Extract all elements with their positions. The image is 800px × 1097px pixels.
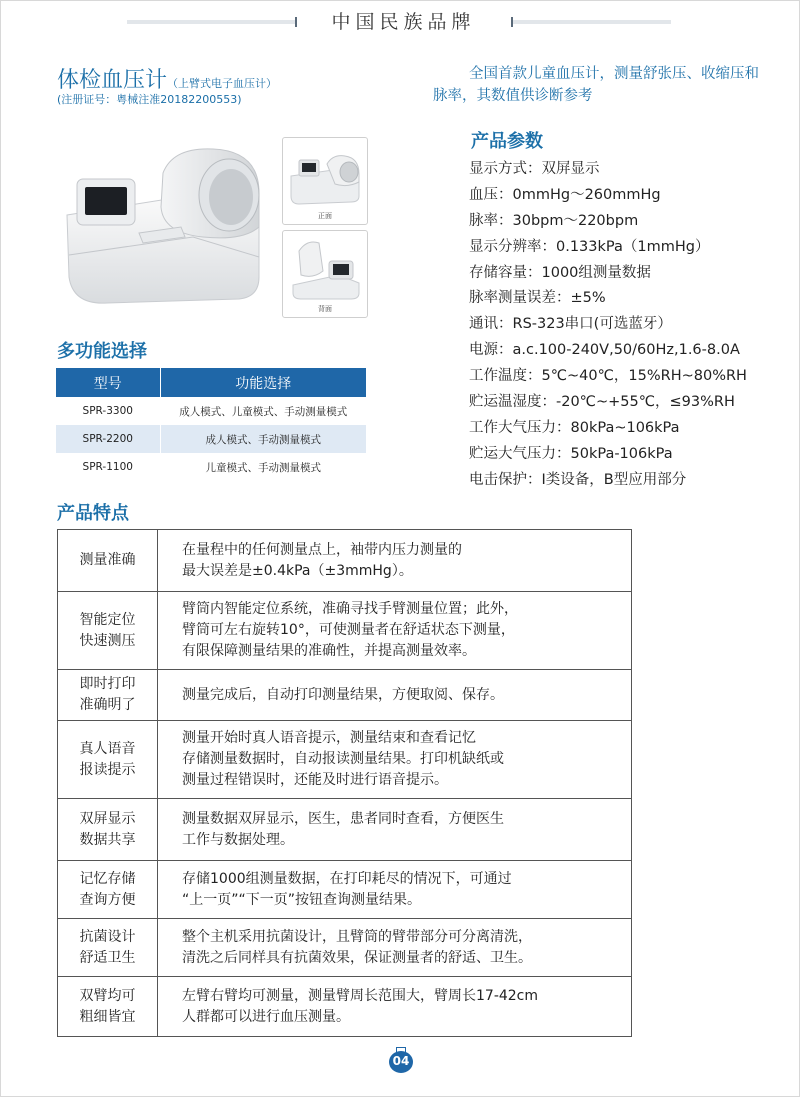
table-row bbox=[56, 425, 366, 453]
param-item: 电击保护：I类设备，B型应用部分 bbox=[469, 471, 687, 488]
column-header-model: 型号 bbox=[56, 368, 160, 397]
product-title bbox=[57, 63, 277, 94]
feature-name: 即时打印 准确明了 bbox=[58, 670, 158, 721]
banner-divider-left bbox=[127, 20, 297, 24]
function-cell: 儿童模式、手动测量模式 bbox=[160, 453, 366, 481]
back-view-image bbox=[283, 231, 367, 303]
feature-description: 测量开始时真人语音提示，测量结束和查看记忆 存储测量数据时，自动报读测量结果。打印机缺纸或 测量过程错误时，还能及时进行语音提示。 bbox=[158, 721, 632, 799]
feature-name: 记忆存储 查询方便 bbox=[58, 861, 158, 919]
table-row bbox=[56, 453, 366, 481]
front-view-thumbnail bbox=[282, 137, 368, 225]
banner-title: 中国民族品牌 bbox=[331, 11, 476, 33]
feature-description: 存储1000组测量数据，在打印耗尽的情况下，可通过 “上一页”“下一页”按钮查询测量结果。 bbox=[158, 861, 632, 919]
feature-name: 抗菌设计 舒适卫生 bbox=[58, 919, 158, 977]
feature-row bbox=[58, 861, 632, 919]
feature-name: 双屏显示 数据共享 bbox=[58, 799, 158, 861]
param-item: 显示分辨率：0.133kPa（1mmHg） bbox=[469, 238, 710, 255]
param-item: 脉率：30bpm～220bpm bbox=[469, 212, 639, 229]
feature-row bbox=[58, 977, 632, 1037]
column-header-function: 功能选择 bbox=[160, 368, 366, 397]
feature-description: 左臂右臂均可测量，测量臂周长范围大，臂周长17-42cm 人群都可以进行血压测量。 bbox=[158, 977, 632, 1037]
back-view-thumbnail bbox=[282, 230, 368, 318]
param-item: 显示方式：双屏显示 bbox=[469, 161, 600, 177]
feature-description: 臂筒内智能定位系统，准确寻找手臂测量位置；此外， 臂筒可左右旋转10°，可使测量者在舒适状态下测量， 有限保障测量结果的准确性，并提高测量效率。 bbox=[158, 592, 632, 670]
product-intro: 全国首款儿童血压计，测量舒张压、收缩压和脉率，其数值供诊断参考 bbox=[433, 66, 759, 104]
brand-banner bbox=[1, 7, 800, 33]
function-cell: 成人模式、儿童模式、手动测量模式 bbox=[160, 397, 366, 425]
feature-name: 双臂均可 粗细皆宜 bbox=[58, 977, 158, 1037]
blood-pressure-monitor-image bbox=[63, 137, 273, 307]
params-list bbox=[469, 157, 789, 494]
features-heading: 产品特点 bbox=[57, 503, 129, 524]
feature-row bbox=[58, 592, 632, 670]
param-item: 电源：a.c.100-240V,50/60Hz,1.6-8.0A bbox=[469, 342, 740, 359]
page-number-badge bbox=[389, 1047, 413, 1075]
param-item: 血压：0mmHg～260mmHg bbox=[469, 186, 661, 203]
registration-number: (注册证号：粤械注准20182200553) bbox=[57, 93, 242, 106]
banner-divider-right bbox=[511, 20, 671, 24]
param-item: 工作大气压力：80kPa~106kPa bbox=[469, 419, 680, 436]
param-item: 贮运温湿度：-20℃~+55℃，≤93%RH bbox=[469, 394, 735, 411]
param-item: 存储容量：1000组测量数据 bbox=[469, 264, 651, 281]
feature-row bbox=[58, 799, 632, 861]
param-item: 通讯：RS-323串口(可选蓝牙） bbox=[469, 316, 672, 333]
table-row bbox=[56, 397, 366, 425]
model-cell: SPR-1100 bbox=[56, 453, 160, 481]
param-item: 脉率测量误差：±5% bbox=[469, 290, 606, 307]
feature-name: 测量准确 bbox=[58, 530, 158, 592]
params-heading: 产品参数 bbox=[471, 131, 543, 152]
table-header-row bbox=[56, 368, 366, 397]
features-table bbox=[57, 529, 632, 1037]
model-cell: SPR-3300 bbox=[56, 397, 160, 425]
feature-description: 整个主机采用抗菌设计，且臂筒的臂带部分可分离清洗， 清洗之后同样具有抗菌效果，保证测量者的舒适、卫生。 bbox=[158, 919, 632, 977]
function-cell: 成人模式、手动测量模式 bbox=[160, 425, 366, 453]
feature-description: 测量完成后，自动打印测量结果，方便取阅、保存。 bbox=[158, 670, 632, 721]
feature-description: 测量数据双屏显示，医生，患者同时查看，方便医生 工作与数据处理。 bbox=[158, 799, 632, 861]
feature-row bbox=[58, 721, 632, 799]
param-item: 贮运大气压力：50kPa-106kPa bbox=[469, 445, 673, 462]
product-name: 体检血压计 bbox=[57, 68, 168, 93]
feature-row bbox=[58, 919, 632, 977]
function-table bbox=[56, 368, 366, 481]
feature-row bbox=[58, 530, 632, 592]
feature-row bbox=[58, 670, 632, 721]
front-view-image bbox=[283, 138, 367, 210]
feature-name: 智能定位 快速测压 bbox=[58, 592, 158, 670]
page-number: 04 bbox=[392, 1054, 410, 1068]
product-subtitle: （上臂式电子血压计） bbox=[167, 77, 278, 90]
model-cell: SPR-2200 bbox=[56, 425, 160, 453]
front-view-caption: 正面 bbox=[318, 212, 332, 220]
multi-function-heading: 多功能选择 bbox=[57, 341, 147, 362]
feature-description: 在量程中的任何测量点上，袖带内压力测量的 最大误差是±0.4kPa（±3mmHg）。 bbox=[158, 530, 632, 592]
back-view-caption: 背面 bbox=[318, 305, 332, 313]
param-item: 工作温度：5℃~40℃，15%RH~80%RH bbox=[469, 368, 747, 385]
feature-name: 真人语音 报读提示 bbox=[58, 721, 158, 799]
